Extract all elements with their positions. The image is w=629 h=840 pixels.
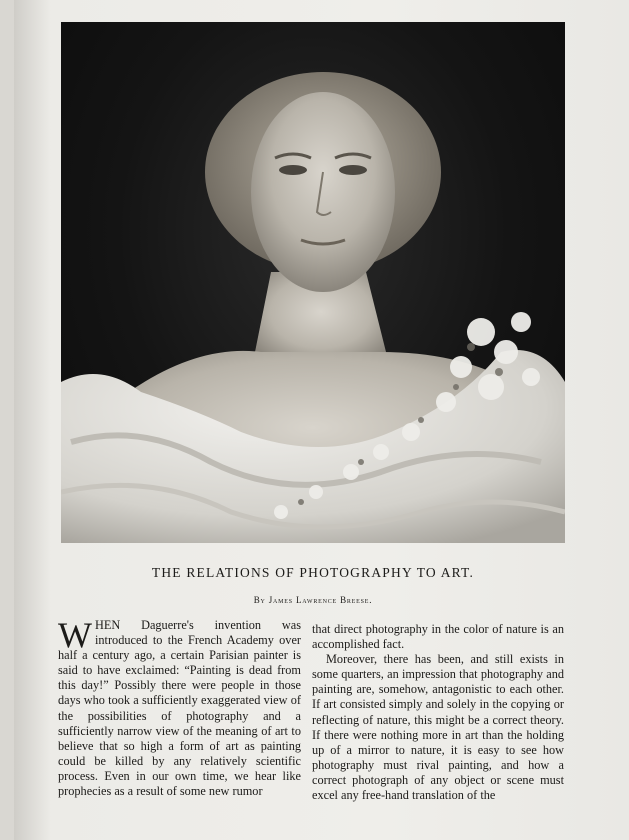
right-column-paragraph-1: that direct photography in the color of nature is an accomplished fact.	[312, 622, 564, 652]
article-column-left	[58, 615, 301, 799]
article-byline: By James Lawrence Breese.	[253, 595, 373, 605]
portrait-illustration	[61, 22, 565, 543]
drop-cap: W	[58, 615, 92, 655]
magazine-page	[14, 0, 629, 840]
right-column-paragraph-2: Moreover, there has been, and still exists in some quarters, an impression that photography and painting are, somehow, antagonistic to each other. If art consisted simply and solely in the copying or reflecting of nature, this might be a correct theory. If there were nothing more in art than the holding up of a mirror to nature, it is easy to see how photography must rival painting, and how a correct photograph of any object or scene must excel any free-hand translation of the	[312, 652, 564, 803]
portrait-photograph	[61, 22, 565, 543]
left-column-text: HEN Daguerre's invention was introduced to the French Academy over half a century ago, a certain Parisian painter is said to have exclaimed: “Painting is dead from this day!” Possibly there were people in those days who took a sufficiently exaggerated view of the possibilities of photography and a sufficiently narrow view of the meaning of art to believe that so high a form of art as painting could be killed by any relatively scientific process. Even in our own time, we hear like prophecies as a result of some new rumor	[58, 618, 301, 799]
article-column-right	[312, 622, 564, 803]
article-title: THE RELATIONS OF PHOTOGRAPHY TO ART.	[151, 565, 475, 580]
left-column-paragraph	[58, 615, 301, 799]
